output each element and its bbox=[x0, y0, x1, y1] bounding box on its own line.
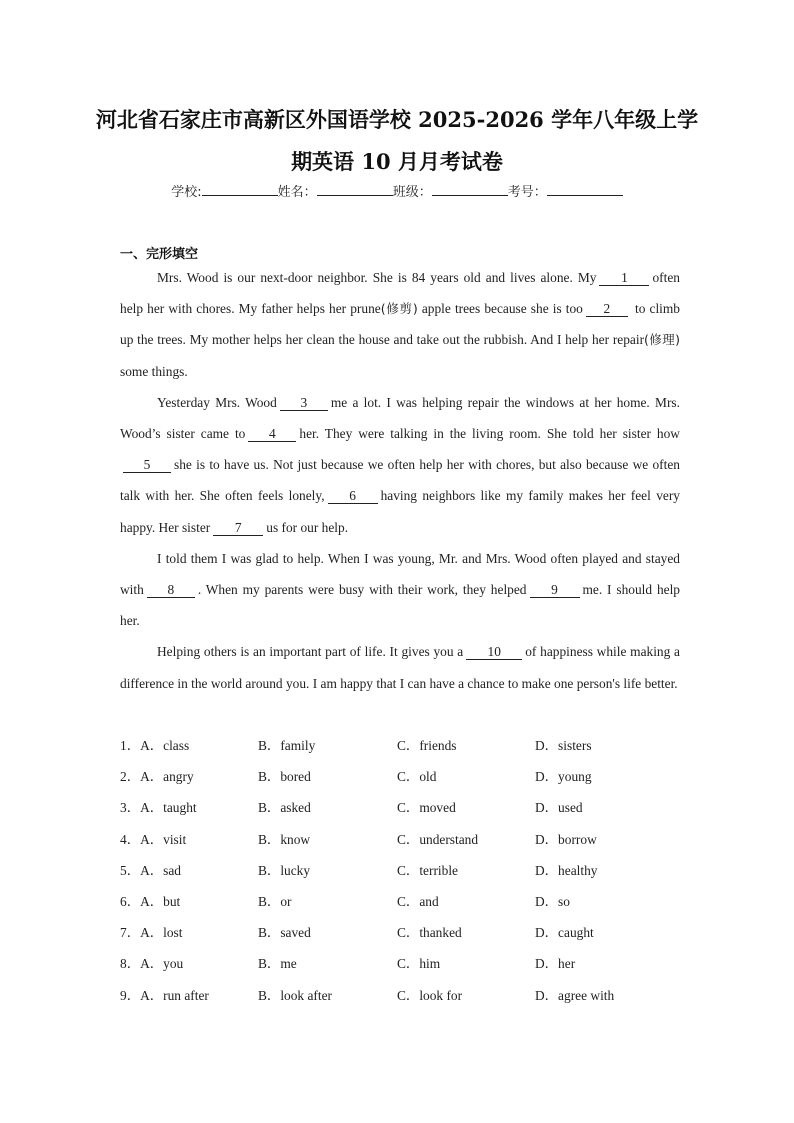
passage-text: some things. bbox=[120, 363, 188, 379]
chinese-gloss: (修剪) bbox=[380, 301, 418, 317]
option-row bbox=[120, 761, 720, 792]
passage-text: of happiness while making a difference in the world around you. I am happy that I can have a chance to make one person's life better. bbox=[120, 644, 680, 691]
section-heading: 一、完形填空 bbox=[120, 247, 199, 262]
option-c[interactable]: C．look for bbox=[397, 987, 463, 1003]
cloze-passage bbox=[120, 262, 680, 699]
option-c[interactable]: C．old bbox=[397, 769, 437, 785]
passage-paragraph-2 bbox=[120, 387, 680, 543]
number-field[interactable] bbox=[547, 183, 623, 196]
blank-7[interactable]: 7 bbox=[213, 521, 263, 536]
blank-5[interactable]: 5 bbox=[123, 458, 171, 473]
blank-2[interactable]: 2 bbox=[586, 302, 628, 317]
option-a[interactable]: 3．A．taught bbox=[120, 800, 197, 816]
name-field[interactable] bbox=[317, 183, 393, 196]
passage-text: having neighbors like my family makes her feel very happy. Her sister bbox=[120, 488, 680, 535]
option-c[interactable]: C．friends bbox=[397, 738, 457, 753]
option-c[interactable]: C．him bbox=[397, 956, 441, 972]
option-row bbox=[120, 948, 720, 979]
option-row bbox=[120, 980, 720, 1011]
option-c[interactable]: C．terrible bbox=[397, 862, 458, 878]
answer-options bbox=[120, 730, 720, 1011]
option-d[interactable]: D．caught bbox=[535, 925, 594, 941]
exam-title-line-2: 期英语 10 月月考试卷 bbox=[291, 149, 503, 174]
option-a[interactable]: 4．A．visit bbox=[120, 831, 187, 847]
option-d[interactable]: D．young bbox=[535, 769, 592, 785]
option-b[interactable]: B．or bbox=[258, 893, 292, 909]
blank-9[interactable]: 9 bbox=[530, 583, 580, 598]
option-row bbox=[120, 886, 720, 917]
option-a[interactable]: 1．A．class bbox=[120, 738, 190, 753]
option-a[interactable]: 6．A．but bbox=[120, 893, 181, 909]
option-row bbox=[120, 917, 720, 948]
passage-text: Helping others is an important part of life. It gives you a bbox=[157, 644, 464, 660]
passage-text: Mrs. Wood is our next-door neighbor. She is 84 years old and lives alone. My bbox=[157, 270, 597, 285]
blank-6[interactable]: 6 bbox=[328, 489, 378, 504]
option-d[interactable]: D．so bbox=[535, 893, 570, 909]
option-b[interactable]: B．asked bbox=[258, 800, 311, 816]
option-row bbox=[120, 855, 720, 886]
option-a[interactable]: 2．A．angry bbox=[120, 769, 194, 785]
passage-text: . When my parents were busy with their work, they helped bbox=[197, 582, 527, 598]
option-row bbox=[120, 824, 720, 855]
school-label: 学校: bbox=[171, 185, 202, 200]
option-d[interactable]: D．used bbox=[535, 800, 583, 816]
student-info-line bbox=[0, 181, 794, 200]
number-label: 考号： bbox=[507, 185, 547, 200]
passage-paragraph-3 bbox=[120, 543, 680, 637]
blank-3[interactable]: 3 bbox=[280, 396, 328, 411]
passage-text: me a lot. I was helping repair the windows at her home. Mrs. Wood’s sister came to bbox=[120, 394, 680, 442]
option-d[interactable]: D．healthy bbox=[535, 862, 598, 878]
option-row bbox=[120, 792, 720, 823]
passage-text: I told them I was glad to help. When I was young, Mr. and Mrs. Wood often played and stayed with bbox=[120, 550, 680, 598]
passage-text: apple trees because she is too bbox=[421, 301, 583, 317]
passage-paragraph-4 bbox=[120, 636, 680, 698]
option-b[interactable]: B．me bbox=[258, 956, 297, 972]
option-d[interactable]: D．sisters bbox=[535, 738, 592, 753]
exam-title-line-1: 河北省石家庄市高新区外国语学校 2025-2026 学年八年级上学 bbox=[95, 107, 699, 132]
blank-1[interactable]: 1 bbox=[599, 271, 649, 286]
passage-text: us for our help. bbox=[266, 519, 349, 535]
name-label: 姓名： bbox=[277, 185, 317, 200]
passage-text: her. They were talking in the living room. She told her sister how bbox=[299, 426, 680, 442]
option-b[interactable]: B．bored bbox=[258, 769, 311, 785]
passage-text: she is to have us. Not just because we often help her with chores, but also because we often talk with her. She often feels lonely, bbox=[120, 457, 680, 504]
option-c[interactable]: C．understand bbox=[397, 831, 479, 847]
option-b[interactable]: B．family bbox=[258, 738, 316, 753]
passage-paragraph-1 bbox=[120, 262, 680, 387]
option-b[interactable]: B．saved bbox=[258, 925, 311, 941]
blank-10[interactable]: 10 bbox=[466, 645, 522, 660]
passage-text: often help her with chores. My father helps her prune bbox=[120, 270, 680, 317]
option-b[interactable]: B．look after bbox=[258, 987, 333, 1003]
passage-text: Yesterday Mrs. Wood bbox=[157, 394, 277, 410]
option-d[interactable]: D．agree with bbox=[535, 987, 615, 1003]
class-field[interactable] bbox=[432, 183, 508, 196]
option-c[interactable]: C．thanked bbox=[397, 925, 462, 941]
chinese-gloss: (修理) bbox=[644, 332, 680, 348]
class-label: 班级： bbox=[392, 185, 432, 200]
option-b[interactable]: B．know bbox=[258, 831, 311, 847]
blank-4[interactable]: 4 bbox=[248, 427, 296, 442]
option-c[interactable]: C．moved bbox=[397, 800, 456, 816]
blank-8[interactable]: 8 bbox=[147, 583, 195, 598]
passage-text: to climb up the trees. My mother helps her clean the house and take out the rubbish. And I help her repair bbox=[120, 301, 680, 348]
option-a[interactable]: 5．A．sad bbox=[120, 862, 181, 878]
option-a[interactable]: 9．A．run after bbox=[120, 987, 209, 1003]
option-d[interactable]: D．her bbox=[535, 956, 576, 972]
option-c[interactable]: C．and bbox=[397, 893, 439, 909]
option-b[interactable]: B．lucky bbox=[258, 862, 311, 878]
passage-text: me. I should help her. bbox=[120, 582, 680, 629]
school-field[interactable] bbox=[202, 183, 278, 196]
option-d[interactable]: D．borrow bbox=[535, 831, 597, 847]
option-a[interactable]: 8．A．you bbox=[120, 956, 184, 972]
option-row bbox=[120, 730, 720, 761]
option-a[interactable]: 7．A．lost bbox=[120, 925, 183, 941]
